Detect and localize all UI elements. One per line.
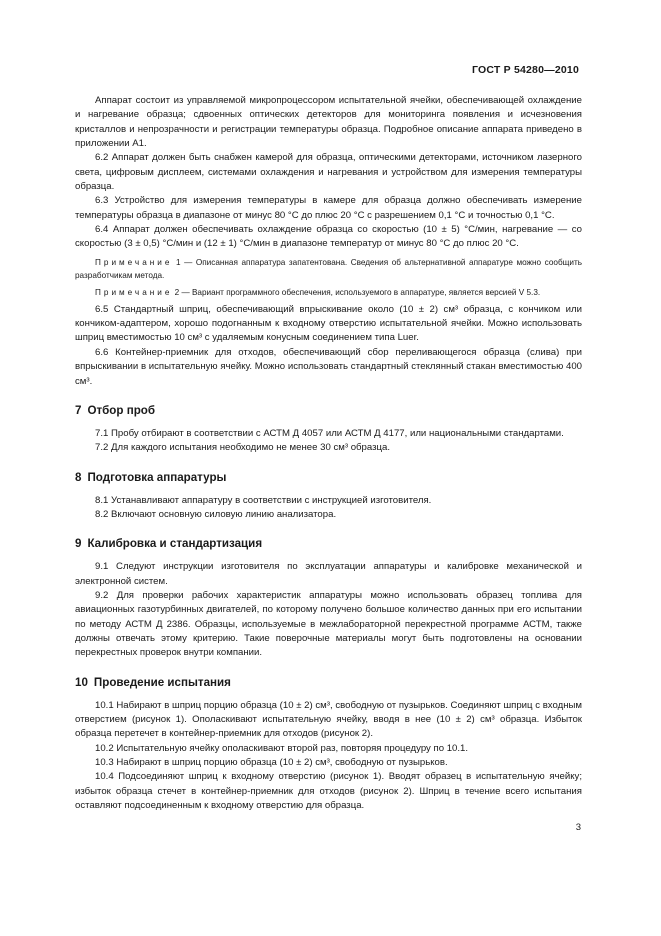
section-9-number: 9: [75, 537, 82, 551]
note-2-lead: Примечание: [95, 287, 173, 297]
section-10-number: 10: [75, 675, 88, 689]
paragraph-intro: Аппарат состоит из управляемой микропроцессором испытательной ячейки, обеспечивающей охлаждение и нагревание образца; сдвоенных оптических детекторов для мониторинга появления и исчезновения кристаллов и непрозрачности и регистрации температуры образца. Подробное описание аппарата приведено в приложении А1.: [75, 95, 582, 150]
paragraph-9-1: 9.1 Следуют инструкции изготовителя по эксплуатации аппаратуры и калибровке механической и электронной систем.: [75, 561, 582, 587]
section-9-title: Калибровка и стандартизация: [87, 537, 263, 551]
note-1-lead: Примечание: [95, 257, 173, 267]
document-body: [75, 94, 582, 813]
paragraph-6-5: 6.5 Стандартный шприц, обеспечивающий впрыскивание около (10 ± 2) см³ образца, с кончиком или кончиком-адаптером, хорошо подогнанным к входному отверстию испытательной ячейки. Можно использовать шприц вместимостью 10 см³ с удаляемым конусным соединением типа Luer.: [75, 303, 582, 344]
paragraph-8-2: 8.2 Включают основную силовую линию анализатора.: [95, 508, 337, 520]
paragraph-6-2: 6.2 Аппарат должен быть снабжен камерой для образца, оптическими детекторами, источником лазерного света, цифровым дисплеем, системами охлаждения и нагревания и устройством для измерения температуры образца.: [75, 152, 582, 193]
document-code: ГОСТ Р 54280—2010: [471, 64, 579, 76]
paragraph-7-2: 7.2 Для каждого испытания необходимо не менее 30 см³ образца.: [95, 442, 390, 454]
section-8-heading: [75, 470, 582, 486]
note-2: [75, 286, 582, 299]
section-7-number: 7: [75, 403, 82, 417]
paragraph-6-6: 6.6 Контейнер-приемник для отходов, обеспечивающий сбор переливающегося образца (слива) при впрыскивании в испытательную ячейку. Можно использовать стандартный стеклянный стакан вместимостью 400 см³.: [75, 346, 582, 387]
paragraph-10-3: 10.3 Набирают в шприц порцию образца (10 ± 2) см³, свободную от пузырьков.: [95, 757, 448, 768]
paragraph-10-2: 10.2 Испытательную ячейку ополаскивают второй раз, повторяя процедуру по 10.1.: [95, 742, 469, 754]
note-1-text: 1 — Описанная аппаратура запатентована. Сведения об альтернативной аппаратуре можно сообщить разработчикам метода.: [75, 257, 582, 280]
paragraph-10-4: 10.4 Подсоединяют шприц к входному отверстию (рисунок 1). Вводят образец в испытательную ячейку; избыток образца стечет в контейнер-приемник для отходов (рисунок 2). Шприц в течение всего испытания оставляют подсоединенным к входному отверстию для образца.: [75, 771, 582, 812]
section-8-title: Подготовка аппаратуры: [87, 470, 227, 484]
section-7-title: Отбор проб: [87, 403, 156, 417]
section-10-heading: [75, 675, 582, 691]
section-9-heading: [75, 536, 582, 552]
paragraph-9-2: 9.2 Для проверки рабочих характеристик аппаратуры можно использовать образец топлива для авиационных газотурбинных двигателей, по которому получено большое количество данных при его испытании по методу АСТМ Д 2386. Образцы, используемые в межлабораторной перекрестной программе АСТМ, также должны отвечать этому критерию. Такие поверочные материалы могут быть подготовлены на основании перекрестных проверок внутри компании.: [75, 589, 582, 659]
note-1: [75, 256, 582, 282]
section-7-heading: [75, 403, 582, 419]
section-8-number: 8: [75, 470, 82, 484]
paragraph-8-1: 8.1 Устанавливают аппаратуру в соответствии с инструкцией изготовителя.: [95, 494, 432, 506]
paragraph-10-1: 10.1 Набирают в шприц порцию образца (10 ± 2) см³, свободную от пузырьков. Соединяют шприц с входным отверстием (рисунок 1). Ополаскивают испытательную ячейку, вводя в нее (10 ± 2) см³ образца. Избыток образца перетечет в контейнер-приемник для отходов (рисунок 2).: [75, 699, 582, 740]
paragraph-6-3: 6.3 Устройство для измерения температуры в камере для образца должно обеспечивать измерение температуры образца в диапазоне от минус 80 °С до плюс 20 °С с разрешением 0,1 °С и точностью 0,1 °С.: [75, 195, 582, 221]
paragraph-6-4: 6.4 Аппарат должен обеспечивать охлаждение образца со скоростью (10 ± 5) °С/мин, нагревание — со скоростью (3 ± 0,5) °С/мин и (12 ± 1) °С/мин в диапазоне температур от минус 80 °С до плюс 20 °С.: [75, 224, 582, 250]
paragraph-7-1: 7.1 Пробу отбирают в соответствии с АСТМ Д 4057 или АСТМ Д 4177, или национальными стандартами.: [95, 427, 564, 439]
note-2-text: 2 — Вариант программного обеспечения, используемого в аппаратуре, является версией V 5.3.: [174, 287, 541, 297]
section-10-title: Проведение испытания: [93, 675, 231, 689]
page-number: 3: [575, 822, 581, 833]
